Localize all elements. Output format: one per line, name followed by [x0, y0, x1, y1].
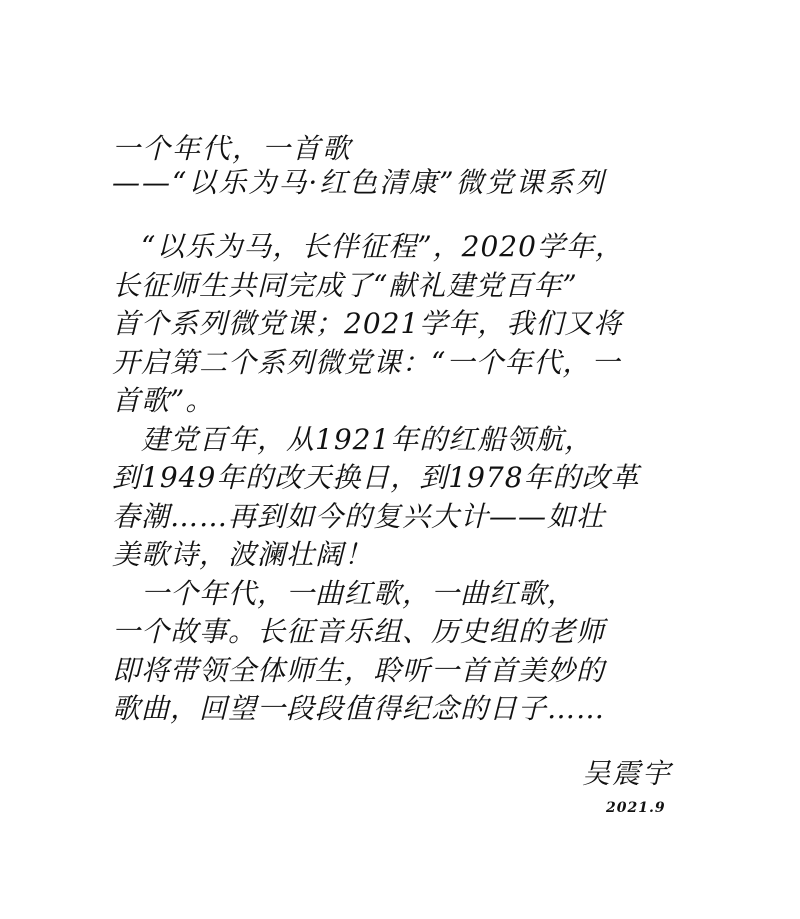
body-line: 建党百年，从1921年的红船领航， [112, 422, 594, 456]
title-line-2: ——“以乐为马·红色清康”微党课系列 [112, 166, 606, 199]
body-line: 开启第二个系列微党课：“一个年代，一 [112, 345, 621, 379]
signature-name: 吴震宇 [582, 757, 673, 790]
body-line: “以乐为马，长伴征程”，2020学年， [112, 230, 624, 263]
body-line: 一个年代，一曲红歌，一曲红歌， [112, 576, 577, 610]
body-line: 春潮……再到如今的复兴大计——如壮 [112, 499, 606, 533]
body-line: 一个故事。长征音乐组、历史组的老师 [112, 615, 606, 648]
title-line-1: 一个年代，一首歌 [112, 132, 353, 165]
body-text [112, 228, 712, 729]
title-block [112, 132, 732, 200]
body-line: 歌曲，回望一段段值得纪念的日子…… [112, 692, 606, 725]
body-line: 美歌诗，波澜壮阔！ [112, 538, 374, 571]
body-line: 首个系列微党课；2021学年，我们又将 [112, 307, 623, 340]
body-line: 首歌”。 [112, 384, 215, 417]
signature-date: 2021.9 [606, 800, 666, 816]
body-line: 长征师生共同完成了“献礼建党百年” [112, 268, 578, 302]
body-line: 即将带领全体师生，聆听一首首美妙的 [112, 653, 606, 687]
body-line: 到1949年的改天换日，到1978年的改革 [112, 461, 640, 494]
